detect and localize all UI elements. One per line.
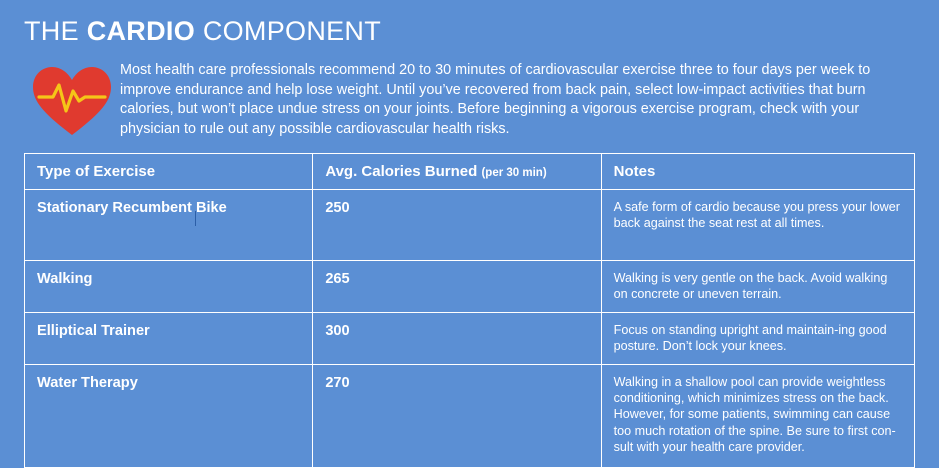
cell-notes: Focus on standing upright and maintain-ing good posture. Don’t lock your knees. <box>601 312 914 364</box>
heart-icon-wrap <box>24 61 120 137</box>
cell-calories: 265 <box>313 261 601 313</box>
cardio-table <box>24 153 915 468</box>
table-row <box>25 364 915 467</box>
column-header-calories <box>313 154 601 190</box>
cell-exercise: Walking <box>25 261 313 313</box>
page-title-part2: COMPONENT <box>195 16 382 46</box>
intro-paragraph: Most health care professionals recommend 20 to 30 minutes of cardiovascular exercise three to four days per week to improve endurance and help lose weight. Until you’ve recovered from back pain, select low-impact activities that burn calories, but won’t place undue stress on your joints. Before beginning a vigorous exercise program, check with your physician to rule out any possible cardiovascular health risks. <box>120 62 871 137</box>
cell-notes: Walking is very gentle on the back. Avoid walking on concrete or uneven terrain. <box>601 261 914 313</box>
cell-calories: 270 <box>313 364 601 467</box>
column-header-exercise: Type of Exercise <box>25 154 313 190</box>
cell-exercise-post: Bike <box>195 200 227 216</box>
cell-calories: 300 <box>313 312 601 364</box>
cell-exercise <box>25 190 313 261</box>
table-header-row <box>25 154 915 190</box>
table-row <box>25 312 915 364</box>
page-title <box>24 16 915 47</box>
page-title-part1: THE <box>24 16 87 46</box>
cell-exercise-pre: Stationary Recumbent <box>37 200 196 216</box>
cell-exercise: Elliptical Trainer <box>25 312 313 364</box>
column-header-calories-sub: (per 30 min) <box>481 167 547 179</box>
cell-notes: Walking in a shallow pool can provide weightless conditioning, which minimizes stress on the back. However, for some patients, swimming can cause too much rotation of the spine. Be sure to first con-sult with your health care provider. <box>601 364 914 467</box>
table-row <box>25 261 915 313</box>
table-header <box>25 154 915 190</box>
cell-exercise: Water Therapy <box>25 364 313 467</box>
page-title-strong: CARDIO <box>86 16 196 46</box>
column-header-notes: Notes <box>601 154 914 190</box>
column-header-calories-label: Avg. Calories Burned <box>325 163 478 180</box>
table-body <box>25 190 915 468</box>
cell-notes: A safe form of cardio because you press your lower back against the seat rest at all times. <box>601 190 914 261</box>
cell-calories: 250 <box>313 190 601 261</box>
heart-pulse-icon <box>31 65 113 137</box>
table-row <box>25 190 915 261</box>
intro-row <box>24 61 915 139</box>
